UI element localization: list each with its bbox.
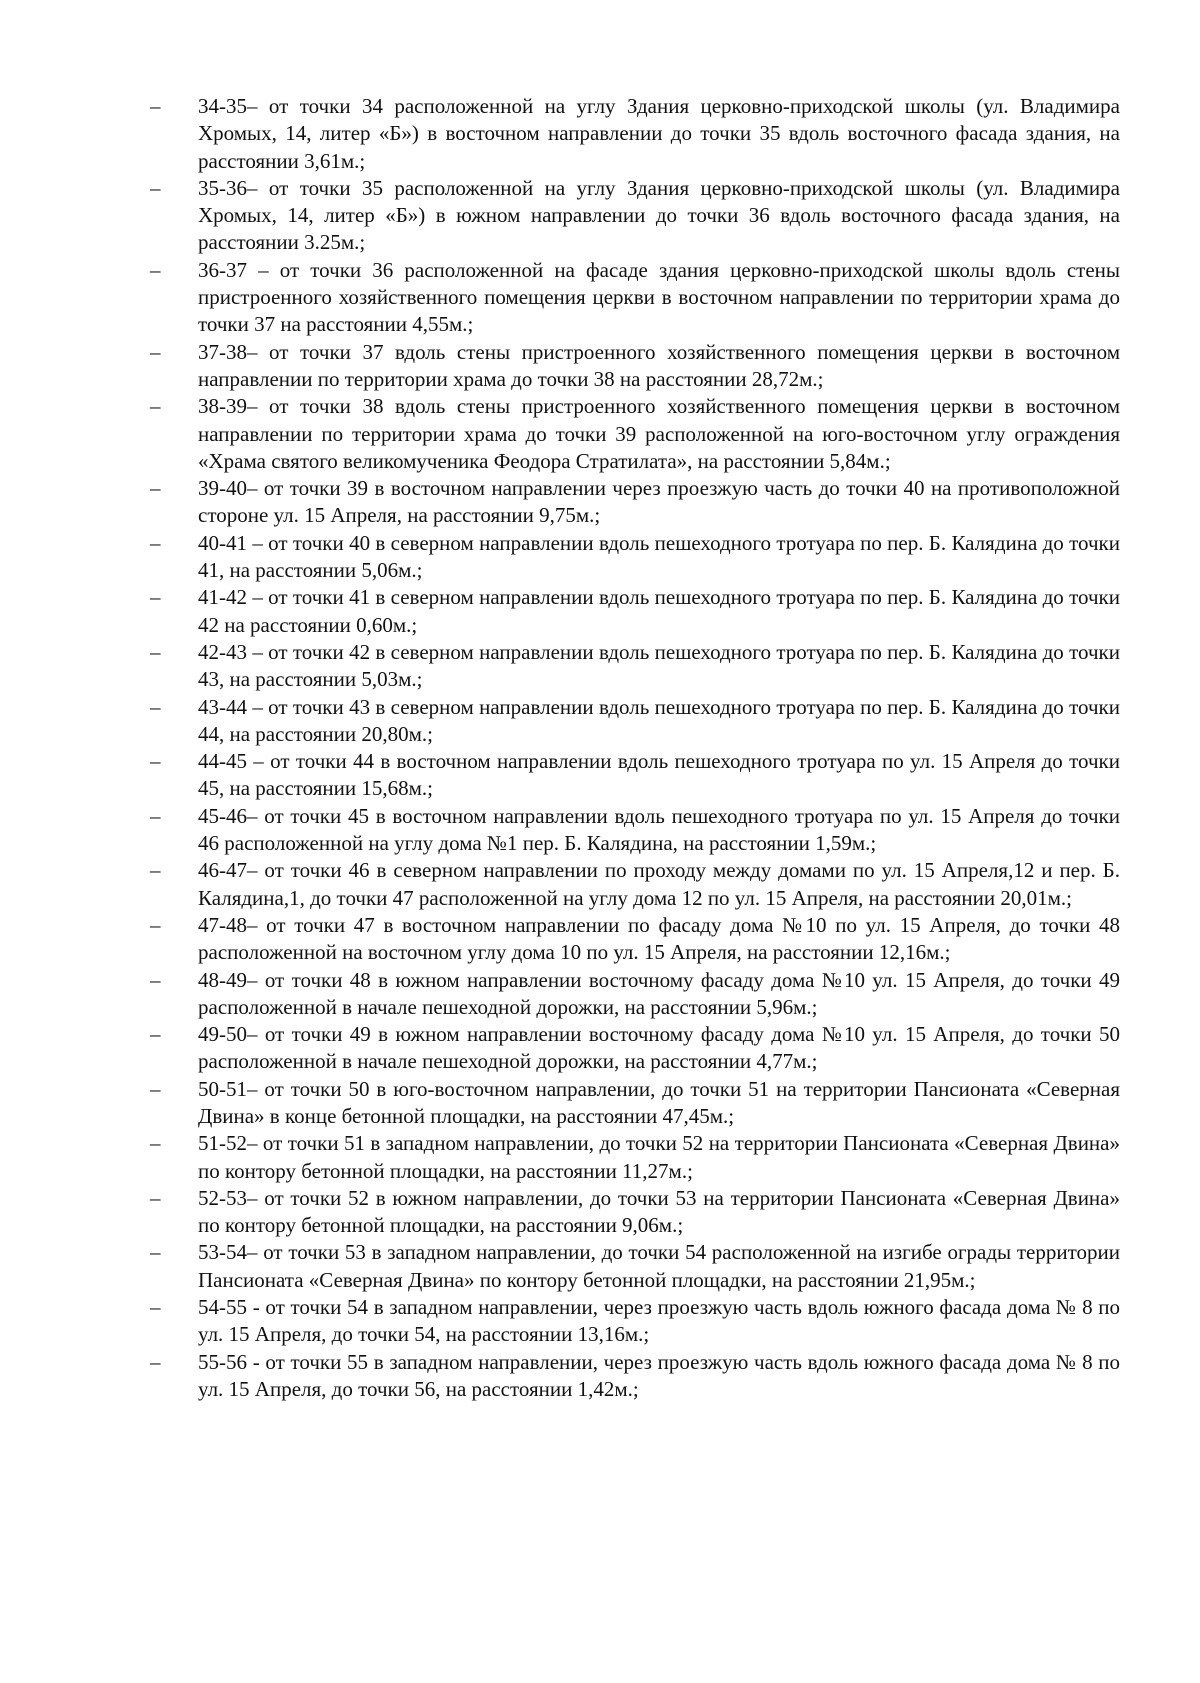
list-dash: – [150,1295,161,1320]
list-item [150,475,1120,530]
list-dash: – [150,749,161,774]
list-item-text: 38-39– от точки 38 вдоль стены пристроенного хозяйственного помещения церкви в восточном направлении по территории храма до точки 39 расположенной на юго-восточном углу ограждения «Храма святого великомученика Феодора Стратилата», на расстоянии 5,84м.; [198,394,1120,473]
list-dash: – [150,530,161,555]
list-item-text: 46-47– от точки 46 в северном направлении по проходу между домами по ул. 15 Апреля,12 и пер. Б. Калядина,1, до точки 47 расположенной на углу дома 12 по ул. 15 Апреля, на расстоянии 20,01м.; [198,858,1120,910]
list-dash: – [150,394,161,419]
list-dash: – [150,1185,161,1210]
list-dash: – [150,1076,161,1101]
boundary-segment-list [150,93,1120,1403]
list-item-text: 42-43 – от точки 42 в северном направлении вдоль пешеходного тротуара по пер. Б. Калядина до точки 43, на расстоянии 5,03м.; [198,639,1120,692]
list-item [150,803,1120,858]
list-dash: – [150,476,161,501]
list-item-text: 50-51– от точки 50 в юго-восточном направлении, до точки 51 на территории Пансионата «Северная Двина» в конце бетонной площадки, на расстоянии 47,45м.; [198,1076,1120,1128]
list-dash: – [150,967,161,992]
list-item [150,1021,1120,1076]
list-item [150,748,1120,803]
list-item [150,530,1120,585]
list-item-text: 37-38– от точки 37 вдоль стены пристроенного хозяйственного помещения церкви в восточном направлении по территории храма до точки 38 на расстоянии 28,72м.; [198,339,1120,391]
list-dash: – [150,1022,161,1047]
list-item-text: 45-46– от точки 45 в восточном направлении вдоль пешеходного тротуара по ул. 15 Апреля до точки 46 расположенной на углу дома №1 пер. Б. Калядина, на расстоянии 1,59м.; [198,803,1120,856]
list-item-text: 39-40– от точки 39 в восточном направлении через проезжую часть до точки 40 на противоположной стороне ул. 15 Апреля, на расстоянии 9,75м.; [198,476,1120,528]
list-item-text: 54-55 - от точки 54 в западном направлении, через проезжую часть вдоль южного фасада дома № 8 по ул. 15 Апреля, до точки 54, на расстоянии 13,16м.; [198,1295,1120,1347]
list-item [150,1239,1120,1294]
list-item-text: 52-53– от точки 52 в южном направлении, до точки 53 на территории Пансионата «Северная Двина» по контору бетонной площадки, на расстоянии 9,06м.; [198,1185,1120,1238]
list-dash: – [150,1349,161,1374]
list-item-text: 55-56 - от точки 55 в западном направлении, через проезжую часть вдоль южного фасада дома № 8 по ул. 15 Апреля, до точки 56, на расстоянии 1,42м.; [198,1349,1120,1401]
list-item [150,857,1120,912]
list-item-text: 43-44 – от точки 43 в северном направлении вдоль пешеходного тротуара по пер. Б. Калядина до точки 44, на расстоянии 20,80м.; [198,694,1120,746]
list-item [150,339,1120,394]
list-item-text: 35-36– от точки 35 расположенной на углу Здания церковно-приходской школы (ул. Владимира Хромых, 14, литер «Б») в южном направлении до точки 36 вдоль восточного фасада здания, на расстоянии 3.25м.; [198,175,1120,255]
list-item [150,175,1120,257]
list-dash: – [150,694,161,719]
list-item [150,1349,1120,1404]
list-item-text: 41-42 – от точки 41 в северном направлении вдоль пешеходного тротуара по пер. Б. Калядина до точки 42 на расстоянии 0,60м.; [198,585,1120,637]
list-item [150,1130,1120,1185]
list-item-text: 48-49– от точки 48 в южном направлении восточному фасаду дома №10 ул. 15 Апреля, до точки 49 расположенной в начале пешеходной дорожки, на расстоянии 5,96м.; [198,967,1120,1019]
list-item-text: 49-50– от точки 49 в южном направлении восточному фасаду дома №10 ул. 15 Апреля, до точки 50 расположенной в начале пешеходной дорожки, на расстоянии 4,77м.; [198,1022,1120,1074]
list-dash: – [150,585,161,610]
list-item [150,967,1120,1022]
list-dash: – [150,175,161,200]
list-item-text: 44-45 – от точки 44 в восточном направлении вдоль пешеходного тротуара по ул. 15 Апреля до точки 45, на расстоянии 15,68м.; [198,749,1120,801]
list-item-text: 53-54– от точки 53 в западном направлении, до точки 54 расположенной на изгибе ограды территории Пансионата «Северная Двина» по контору бетонной площадки, на расстоянии 21,95м.; [198,1240,1120,1292]
list-dash: – [150,257,161,282]
list-item [150,393,1120,475]
list-item [150,1294,1120,1349]
list-item [150,1076,1120,1131]
list-dash: – [150,912,161,937]
list-item [150,694,1120,749]
list-dash: – [150,803,161,828]
list-dash: – [150,639,161,664]
list-item [150,93,1120,175]
list-item-text: 40-41 – от точки 40 в северном направлении вдоль пешеходного тротуара по пер. Б. Калядина до точки 41, на расстоянии 5,06м.; [198,530,1120,583]
list-item [150,639,1120,694]
list-item-text: 51-52– от точки 51 в западном направлении, до точки 52 на территории Пансионата «Северная Двина» по контору бетонной площадки, на расстоянии 11,27м.; [198,1131,1120,1183]
list-dash: – [150,94,161,118]
list-item [150,912,1120,967]
list-item [150,584,1120,639]
list-dash: – [150,339,161,364]
list-item [150,257,1120,339]
list-item-text: 34-35– от точки 34 расположенной на углу Здания церковно-приходской школы (ул. Владимира Хромых, 14, литер «Б») в восточном направлении до точки 35 вдоль восточного фасада здания, на расстоянии 3,61м.; [198,94,1120,173]
list-dash: – [150,1131,161,1156]
list-item-text: 47-48– от точки 47 в восточном направлении по фасаду дома №10 по ул. 15 Апреля, до точки 48 расположенной на восточном углу дома 10 по ул. 15 Апреля, на расстоянии 12,16м.; [198,912,1120,965]
list-item [150,1185,1120,1240]
list-dash: – [150,1240,161,1265]
list-dash: – [150,858,161,883]
list-item-text: 36-37 – от точки 36 расположенной на фасаде здания церковно-приходской школы вдоль стены пристроенного хозяйственного помещения церкви в восточном направлении по территории храма до точки 37 на расстоянии 4,55м.; [198,257,1120,337]
